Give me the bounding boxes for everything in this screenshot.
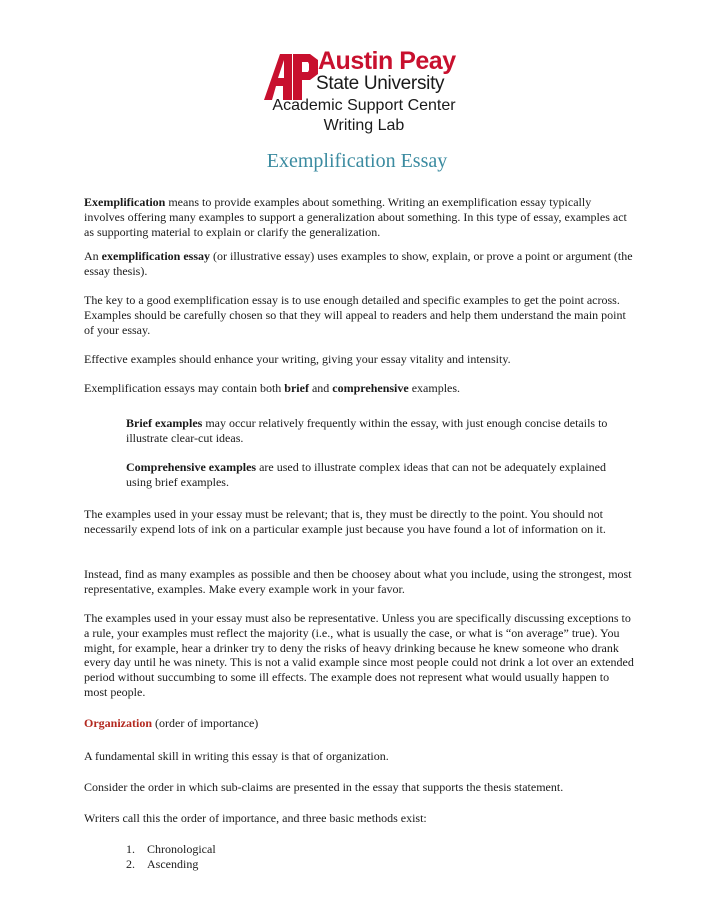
ap-logo-icon <box>262 50 320 102</box>
paragraph-effective: Effective examples should enhance your writing, giving your essay vitality and intensity. <box>84 352 511 366</box>
paragraph-representative: The examples used in your essay must also be representative. Unless you are specifically discussing exceptions to a rule, your examples must reflect the majority (i.e., what is usually the case, or what is “on average” true). You might, for example, hear a drinker try to deny the risks of heavy drinking because he knew someone who drank every day until he was ninety. This is not a valid example since most people could not drink a lot over an extended period without succumbing to some ill effects. The example does not represent what would usually happen to most people. <box>84 611 634 699</box>
term-brief: brief <box>284 381 309 395</box>
paragraph-essay-definition <box>84 249 634 279</box>
paragraph-types <box>84 381 634 396</box>
paragraph-consider-order: Consider the order in which sub-claims are presented in the essay that supports the thesis statement. <box>84 780 564 794</box>
paragraph-methods-intro: Writers call this the order of importance, and three basic methods exist: <box>84 811 427 825</box>
list-item <box>126 857 216 872</box>
page-title: Exemplification Essay <box>266 150 448 172</box>
paragraph-choosey: Instead, find as many examples as possible and then be choosey about what you include, using the strongest, most representative, examples. Make every example work in your favor. <box>84 567 632 596</box>
paragraph-brief-examples <box>126 416 634 446</box>
paragraph-relevant: The examples used in your essay must be relevant; that is, they must be directly to the point. You should not necessarily expend lots of ink on a particular example just because you have found a lot of information on it. <box>84 507 606 536</box>
list-item <box>126 842 216 857</box>
section-organization <box>84 716 634 731</box>
term-comprehensive: comprehensive <box>332 381 409 395</box>
methods-list <box>126 842 216 872</box>
paragraph-text: means to provide examples about something. Writing an exemplification essay typically involves offering many examples to support a generalization about something. In this type of essay, examples act as supporting material to explain or clarify the generalization. <box>84 195 627 239</box>
term-comprehensive-examples: Comprehensive examples <box>126 460 257 474</box>
paragraph-comprehensive-examples <box>126 460 634 490</box>
list-number: 2. <box>126 856 135 871</box>
logo-austin-peay: Austin Peay <box>318 47 456 75</box>
paragraph-text: and <box>308 381 333 395</box>
list-item-label: Chronological <box>147 842 216 856</box>
paragraph-text: may occur relatively frequently within the essay, with just enough concise details to illustrate clear-cut ideas. <box>126 416 608 445</box>
paragraph-text: An <box>84 249 102 263</box>
paragraph-text: (order of importance) <box>152 716 259 730</box>
term-exemplification: Exemplification <box>84 195 166 209</box>
paragraph-definition <box>84 195 634 239</box>
paragraph-fundamental: A fundamental skill in writing this essay is that of organization. <box>84 749 389 763</box>
term-exemplification-essay: exemplification essay <box>101 249 210 263</box>
paragraph-text: are used to illustrate complex ideas that can not be adequately explained using brief examples. <box>126 460 606 489</box>
paragraph-key: The key to a good exemplification essay is to use enough detailed and specific examples to get the point across. Examples should be carefully chosen so that they will appeal to readers and help them understand the main point of your essay. <box>84 293 626 337</box>
organization-heading: Organization <box>84 716 152 730</box>
paragraph-text: Exemplification essays may contain both <box>84 381 285 395</box>
list-number: 1. <box>126 842 135 856</box>
paragraph-text: examples. <box>408 381 461 395</box>
list-item-label: Ascending <box>147 856 199 871</box>
university-logo <box>262 48 462 140</box>
term-brief-examples: Brief examples <box>126 416 203 430</box>
logo-academic-support-center: Academic Support Center <box>272 97 456 114</box>
logo-writing-lab: Writing Lab <box>323 117 405 134</box>
logo-state-university: State University <box>316 73 445 94</box>
paragraph-text: (or illustrative essay) uses examples to show, explain, or prove a point or argument (the essay thesis). <box>84 249 633 278</box>
